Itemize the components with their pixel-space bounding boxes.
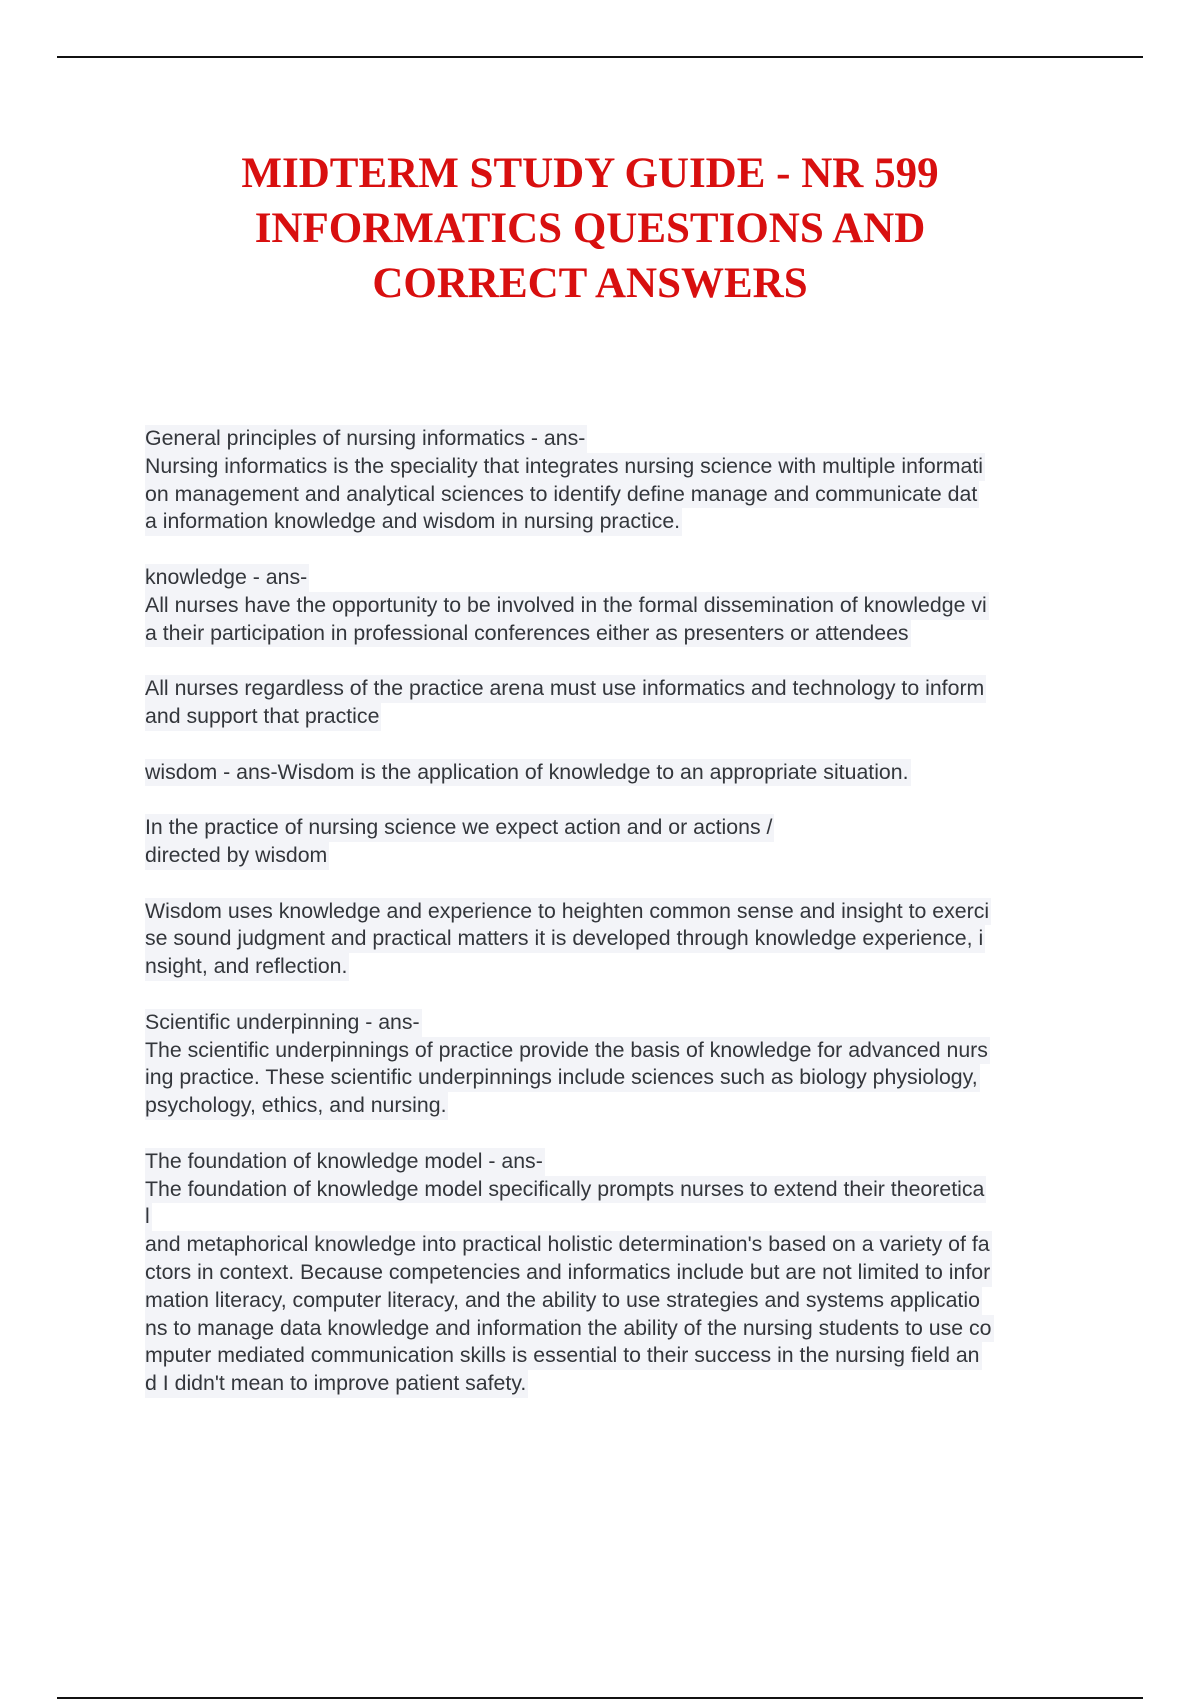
text-line: mputer mediated communication skills is essential to their success in the nursing field an <box>145 1342 982 1370</box>
text-line: knowledge - ans- <box>145 564 309 592</box>
qa-paragraph <box>145 425 1095 536</box>
text-line: a their participation in professional conferences either as presenters or attendees <box>145 620 911 648</box>
text-line: Nursing informatics is the speciality that integrates nursing science with multiple informati <box>145 453 985 481</box>
text-line: mation literacy, computer literacy, and the ability to use strategies and systems applicatio <box>145 1287 982 1315</box>
text-line: psychology, ethics, and nursing. <box>145 1092 448 1120</box>
text-line: Wisdom uses knowledge and experience to heighten common sense and insight to exerci <box>145 898 991 926</box>
title-line: CORRECT ANSWERS <box>372 260 808 307</box>
document-title <box>90 146 1090 311</box>
text-line: All nurses have the opportunity to be involved in the formal dissemination of knowledge vi <box>145 592 989 620</box>
text-line: d I didn't mean to improve patient safety. <box>145 1370 528 1398</box>
qa-paragraph <box>145 1009 1095 1120</box>
text-line: on management and analytical sciences to identify define manage and communicate dat <box>145 481 979 509</box>
text-line: se sound judgment and practical matters it is developed through knowledge experience, i <box>145 925 985 953</box>
text-line: wisdom - ans-Wisdom is the application of knowledge to an appropriate situation. <box>145 759 911 787</box>
document-body <box>145 425 1095 1426</box>
top-rule <box>57 56 1143 58</box>
text-line: General principles of nursing informatics - ans- <box>145 425 587 453</box>
qa-paragraph <box>145 564 1095 647</box>
text-line: l <box>145 1203 152 1231</box>
text-line: The foundation of knowledge model - ans- <box>145 1148 545 1176</box>
text-line: ing practice. These scientific underpinnings include sciences such as biology physiology, <box>145 1064 980 1092</box>
text-line: The scientific underpinnings of practice provide the basis of knowledge for advanced nurs <box>145 1037 990 1065</box>
text-line: Scientific underpinning - ans- <box>145 1009 422 1037</box>
qa-paragraph <box>145 898 1095 981</box>
text-line: a information knowledge and wisdom in nursing practice. <box>145 508 682 536</box>
title-line: MIDTERM STUDY GUIDE - NR 599 <box>241 150 939 197</box>
text-line: directed by wisdom <box>145 842 329 870</box>
text-line: The foundation of knowledge model specifically prompts nurses to extend their theoretica <box>145 1176 986 1204</box>
qa-paragraph <box>145 1148 1095 1398</box>
text-line: and metaphorical knowledge into practical holistic determination's based on a variety of fa <box>145 1231 992 1259</box>
text-line: nsight, and reflection. <box>145 953 349 981</box>
text-line: In the practice of nursing science we expect action and or actions / <box>145 814 774 842</box>
text-line: and support that practice <box>145 703 381 731</box>
qa-paragraph <box>145 814 1095 870</box>
text-line: ctors in context. Because competencies and informatics include but are not limited to infor <box>145 1259 992 1287</box>
title-line: INFORMATICS QUESTIONS AND <box>254 205 926 252</box>
bottom-rule <box>57 1697 1143 1699</box>
qa-paragraph <box>145 675 1095 731</box>
qa-paragraph <box>145 759 1095 787</box>
text-line: All nurses regardless of the practice arena must use informatics and technology to inform <box>145 675 986 703</box>
text-line: ns to manage data knowledge and information the ability of the nursing students to use co <box>145 1315 994 1343</box>
